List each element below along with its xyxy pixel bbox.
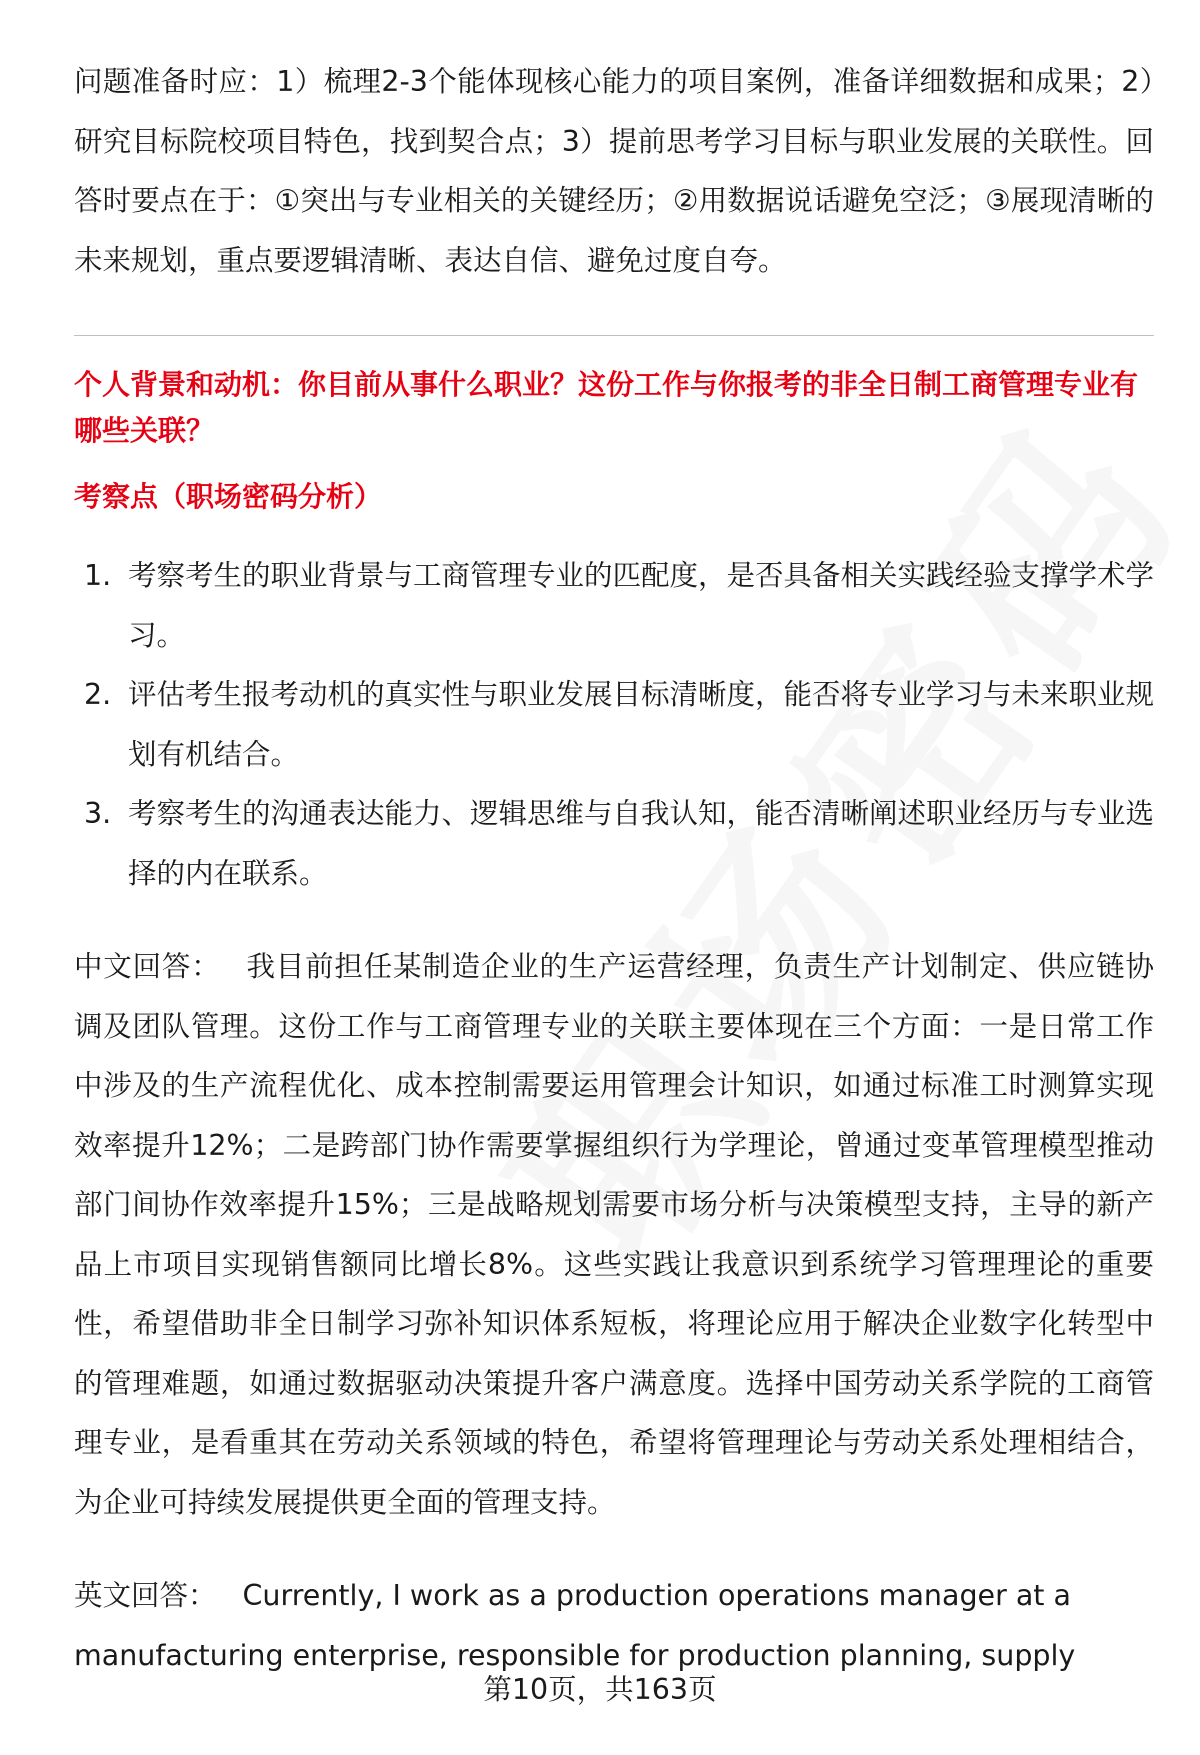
list-item-number: 1. [84, 559, 112, 592]
list-item-text: 评估考生报考动机的真实性与职业发展目标清晰度，能否将专业学习与未来职业规划有机结合。 [128, 678, 1155, 771]
list-item-text: 考察考生的职业背景与工商管理专业的匹配度，是否具备相关实践经验支撑学术学习。 [128, 559, 1155, 652]
section-divider [74, 335, 1154, 336]
english-answer-text: Currently, I work as a production operations manager at a manufacturing enterprise, responsible for production planning, supply [74, 1579, 1076, 1672]
chinese-answer-text: 我目前担任某制造企业的生产运营经理，负责生产计划制定、供应链协调及团队管理。这份工作与工商管理专业的关联主要体现在三个方面：一是日常工作中涉及的生产流程优化、成本控制需要运用管理会计知识，如通过标准工时测算实现效率提升12%；二是跨部门协作需要掌握组织行为学理论，曾通过变革管理模型推动部门间协作效率提升15%；三是战略规划需要市场分析与决策模型支持，主导的新产品上市项目实现销售额同比增长8%。这些实践让我意识到系统学习管理理论的重要性，希望借助非全日制学习弥补知识体系短板，将理论应用于解决企业数字化转型中的管理难题，如通过数据驱动决策提升客户满意度。选择中国劳动关系学院的工商管理专业，是看重其在劳动关系领域的特色，希望将管理理论与劳动关系处理相结合，为企业可持续发展提供更全面的管理支持。 [74, 950, 1154, 1519]
intro-paragraph: 问题准备时应：1）梳理2-3个能体现核心能力的项目案例，准备详细数据和成果；2）研究目标院校项目特色，找到契合点；3）提前思考学习目标与职业发展的关联性。回答时要点在于：①突出与专业相关的关键经历；②用数据说话避免空泛；③展现清晰的未来规划，重点要逻辑清晰、表达自信、避免过度自夸。 [74, 65, 1154, 277]
english-answer [74, 1566, 1154, 1685]
list-item-number: 2. [84, 678, 112, 711]
examination-points-list [74, 546, 1154, 903]
examination-heading: 考察点（职场密码分析） [74, 480, 383, 513]
question-heading: 个人背景和动机：你目前从事什么职业？这份工作与你报考的非全日制工商管理专业有哪些关联？ [74, 368, 1139, 447]
chinese-answer [74, 937, 1154, 1532]
list-item [74, 784, 1154, 903]
list-item [74, 665, 1154, 784]
english-answer-label: 英文回答： [74, 1579, 217, 1612]
list-item [74, 546, 1154, 665]
document-page [74, 52, 1154, 1685]
list-item-text: 考察考生的沟通表达能力、逻辑思维与自我认知，能否清晰阐述职业经历与专业选择的内在联系。 [128, 797, 1155, 890]
list-item-number: 3. [84, 797, 112, 830]
page-footer: 第10页，共163页 [483, 1673, 717, 1706]
chinese-answer-label: 中文回答： [74, 950, 221, 983]
